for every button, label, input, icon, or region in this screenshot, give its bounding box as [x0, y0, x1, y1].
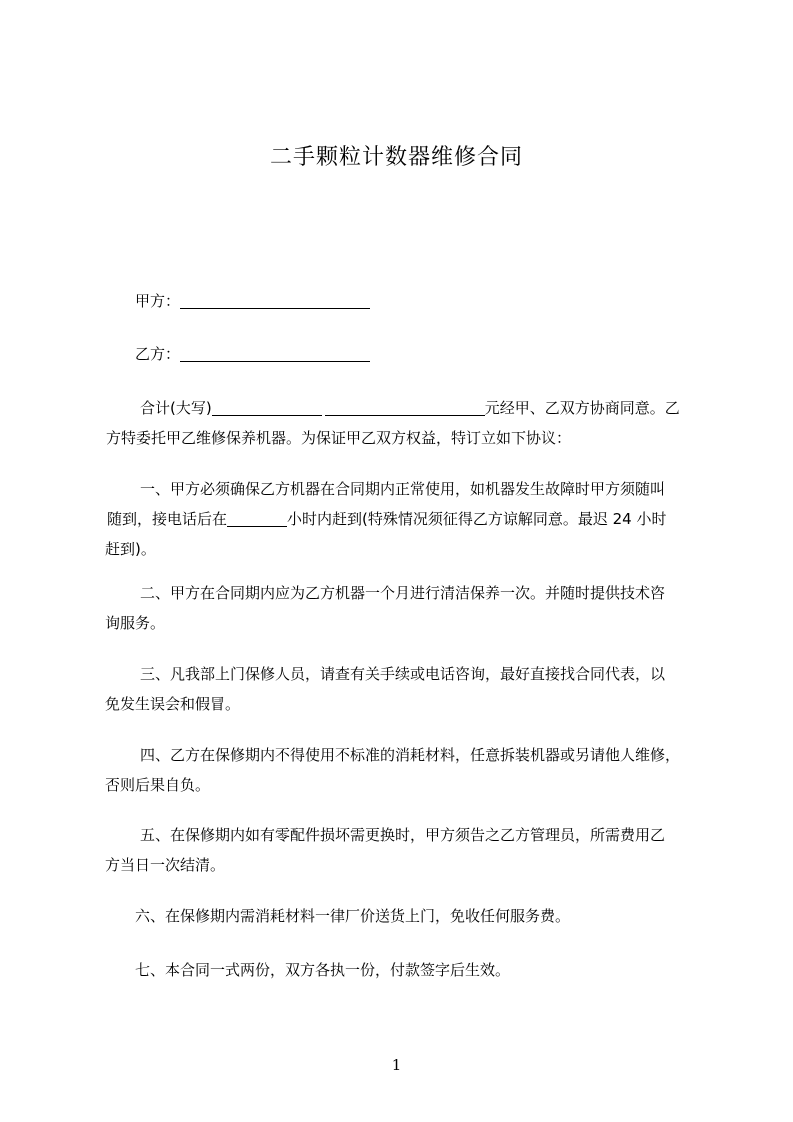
clause-3-line1: 三、凡我部上门保修人员，请查有关手续或电话咨询，最好直接找合同代表，以	[140, 665, 666, 683]
clause-4-line1: 四、乙方在保修期内不得使用不标准的消耗材料，任意拆装机器或另请他人维修，	[140, 746, 681, 764]
clause-1	[105, 474, 705, 564]
clause-2	[105, 578, 705, 638]
clause-1-line3: 赶到)。	[105, 540, 156, 558]
page-number: 1	[391, 1056, 402, 1074]
clause-4	[105, 740, 705, 800]
party-b-field	[135, 339, 700, 369]
clause-5-line1: 五、在保修期内如有零配件损坏需更换时，甲方须告之乙方管理员，所需费用乙	[140, 826, 666, 844]
clause-7-line1: 七、本合同一式两份，双方各执一份，付款签字后生效。	[135, 961, 511, 979]
amount-paragraph	[106, 393, 700, 453]
party-a-field	[135, 286, 700, 316]
amount-blank-1[interactable]	[212, 399, 322, 416]
clause-1-line2-prefix: 随到，接电话后在	[107, 510, 228, 528]
clause-2-line2: 询服务。	[105, 614, 166, 632]
clause-2-line1: 二、甲方在合同期内应为乙方机器一个月进行清洁保养一次。并随时提供技术咨	[140, 584, 666, 602]
clause-7	[135, 955, 700, 985]
clause-1-line2-suffix: 小时内赶到(特殊情况须征得乙方谅解同意。最迟 24 小时	[287, 510, 667, 528]
amount-line1-suffix: 元经甲、乙双方协商同意。乙	[484, 399, 680, 417]
amount-blank-2[interactable]	[325, 399, 485, 416]
party-a-label: 甲方：	[135, 292, 181, 310]
document-title: 二手颗粒计数器维修合同	[269, 145, 523, 170]
clause-3	[105, 659, 705, 719]
amount-label: 合计(大写)	[140, 399, 212, 417]
party-a-blank[interactable]	[180, 292, 370, 309]
clause-3-line2: 免发生误会和假冒。	[105, 695, 241, 713]
clause-6-line1: 六、在保修期内需消耗材料一律厂价送货上门，免收任何服务费。	[135, 907, 571, 925]
clause-1-line1: 一、甲方必须确保乙方机器在合同期内正常使用，如机器发生故障时甲方须随叫	[140, 480, 666, 498]
response-hours-blank[interactable]	[227, 510, 287, 527]
clause-6	[135, 901, 700, 931]
clause-5-line2: 方当日一次结清。	[105, 856, 226, 874]
clause-5	[105, 820, 705, 880]
amount-line2: 方特委托甲乙维修保养机器。为保证甲乙双方权益，特订立如下协议：	[106, 429, 572, 447]
clause-4-line2: 否则后果自负。	[105, 776, 211, 794]
party-b-blank[interactable]	[180, 345, 370, 362]
party-b-label: 乙方：	[135, 345, 181, 363]
